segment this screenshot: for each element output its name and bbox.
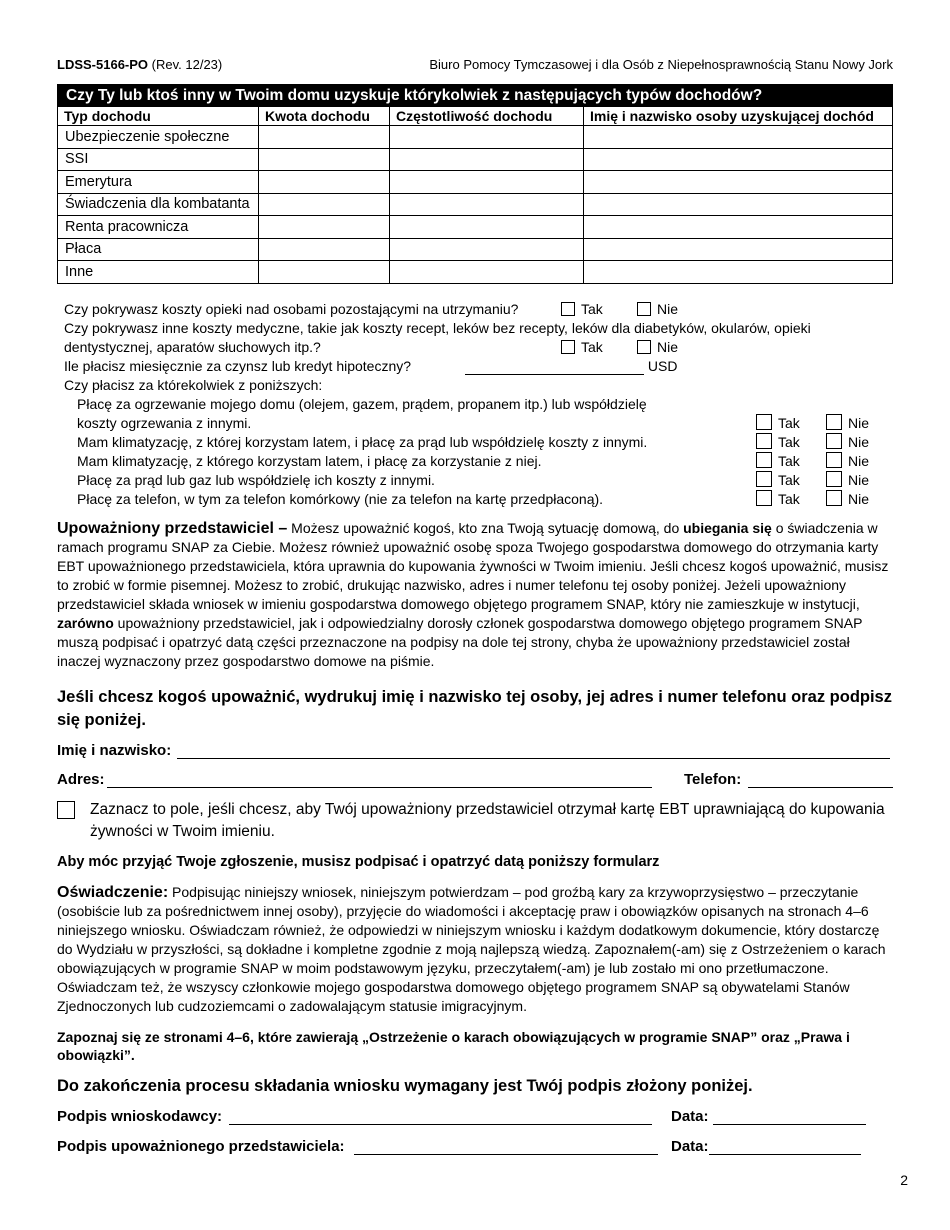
q-medical-line1: Czy pokrywasz inne koszty medyczne, takie jak koszty recept, leków bez recepty, leków dla diabetyków, okularów, opieki: [64, 320, 811, 336]
table-row: [58, 126, 893, 149]
heating-no[interactable]: [826, 414, 869, 432]
agency-name: Biuro Pomocy Tymczasowej i dla Osób z Niepełnosprawnością Stanu Nowy Jork: [429, 57, 893, 72]
ac-share-yes[interactable]: [756, 433, 800, 451]
applicant-signature-input[interactable]: [229, 1107, 652, 1125]
dependent-care-yes[interactable]: [561, 300, 603, 318]
amount-cell[interactable]: [259, 238, 390, 261]
review-note: Zapoznaj się ze stronami 4–6, które zawierają „Ostrzeżenie o karach obowiązujących w programie SNAP” oraz „Prawa i obowiązki”.: [57, 1029, 850, 1063]
ac-pay-no[interactable]: [826, 452, 869, 470]
amount-cell[interactable]: [259, 171, 390, 194]
q-heating-line1: Płacę za ogrzewanie mojego domu (olejem, gazem, prądem, propanem itp.) lub współdzielę: [77, 396, 647, 412]
income-type-cell: Inne: [58, 261, 259, 284]
checkbox[interactable]: [561, 340, 575, 354]
yes-label: Tak: [581, 339, 603, 355]
checkbox[interactable]: [756, 433, 772, 449]
income-table: [57, 84, 893, 284]
recipient-cell[interactable]: [584, 238, 893, 261]
q-heating-line2: koszty ogrzewania z innymi.: [77, 415, 252, 431]
declaration-text: Podpisując niniejszy wniosek, niniejszym potwierdzam – pod groźbą kary za krzywoprzysięstwo – przeczytanie (osobiście lub za pośrednictwem innej osoby), przyjęcie do wiadomości i akceptację praw i obowiązków opisanych na stronach 4–6 niniejszego wniosku. Oświadczam również, że odpowiedzi w niniejszym wniosku i każdym dodatkowym dokumencie, który dostarczę do Wydziału w przyszłości, są dokładne i kompletne zgodnie z moją najlepszą wiedzą. Zapoznałem(-am) się z Ostrzeżeniem o karach obowiązujących w programie SNAP w moim podstawowym języku, przeczytałem(-am) je lub zostało mi ono przetłumaczone. Oświadczam też, że wszyscy członkowie mojego gospodarstwa domowego objętego programem SNAP są obywatelami Stanów Zjednoczonych lub cudzoziemcami o zadowalającym statusie imigracyjnym.: [57, 884, 886, 1014]
declaration-paragraph: [57, 883, 895, 1016]
yes-label: Tak: [581, 301, 603, 317]
amount-cell[interactable]: [259, 216, 390, 239]
phone-no[interactable]: [826, 490, 869, 508]
table-row: [58, 171, 893, 194]
col-income-recipient: Imię i nazwisko osoby uzyskującej dochód: [584, 107, 893, 126]
rep-signature-label: Podpis upoważnionego przedstawiciela:: [57, 1138, 345, 1155]
medical-yes[interactable]: [561, 338, 603, 356]
table-row: [58, 261, 893, 284]
rep-signature-input[interactable]: [354, 1137, 658, 1155]
amount-cell[interactable]: [259, 193, 390, 216]
currency-label: USD: [647, 358, 678, 374]
form-revision: (Rev. 12/23): [151, 57, 223, 72]
rep-address-input[interactable]: [107, 770, 652, 788]
table-row: [58, 193, 893, 216]
signature-required: Do zakończenia procesu składania wniosku wymagany jest Twój podpis złożony poniżej.: [57, 1077, 753, 1095]
q-dependent-care: Czy pokrywasz koszty opieki nad osobami pozostającymi na utrzymaniu?: [64, 301, 519, 317]
no-label: Nie: [848, 472, 870, 488]
income-type-cell: Płaca: [58, 238, 259, 261]
phone-yes[interactable]: [756, 490, 800, 508]
yes-label: Tak: [778, 415, 800, 431]
amount-cell[interactable]: [259, 261, 390, 284]
applicant-date-input[interactable]: [713, 1107, 866, 1125]
page-number: 2: [900, 1172, 908, 1188]
rep-text-a: Możesz upoważnić kogoś, kto zna Twoją sytuację domową, do: [287, 520, 684, 536]
col-income-amount: Kwota dochodu: [259, 107, 390, 126]
q-rent: Ile płacisz miesięcznie za czynsz lub kredyt hipoteczny?: [64, 358, 412, 374]
applicant-signature-label: Podpis wnioskodawcy:: [57, 1108, 223, 1125]
rep-date-label: Data:: [671, 1138, 709, 1155]
checkbox[interactable]: [826, 471, 842, 487]
table-row: [58, 148, 893, 171]
frequency-cell[interactable]: [390, 261, 584, 284]
income-type-cell: Emerytura: [58, 171, 259, 194]
recipient-cell[interactable]: [584, 193, 893, 216]
checkbox[interactable]: [637, 302, 651, 316]
checkbox[interactable]: [826, 490, 842, 506]
q-power-gas: Płacę za prąd lub gaz lub współdzielę ich koszty z innymi.: [77, 472, 435, 488]
checkbox[interactable]: [756, 490, 772, 506]
recipient-cell[interactable]: [584, 148, 893, 171]
frequency-cell[interactable]: [390, 238, 584, 261]
applicant-date-label: Data:: [671, 1108, 709, 1125]
form-code: LDSS-5166-PO: [57, 57, 149, 72]
checkbox[interactable]: [826, 433, 842, 449]
power-gas-no[interactable]: [826, 471, 869, 489]
no-label: Nie: [657, 339, 679, 355]
recipient-cell[interactable]: [584, 216, 893, 239]
ebt-card-checkbox[interactable]: [57, 801, 75, 819]
checkbox[interactable]: [826, 452, 842, 468]
sign-notice: Aby móc przyjąć Twoje zgłoszenie, musisz podpisać i opatrzyć datą poniższy formularz: [57, 854, 660, 870]
table-row: [58, 216, 893, 239]
yes-label: Tak: [778, 434, 800, 450]
dependent-care-no[interactable]: [637, 300, 678, 318]
rep-text-c: upoważniony przedstawiciel, jak i odpowiedzialny dorosły członek gospodarstwa domowego objętego programem SNAP muszą podpisać i opatrzyć datą części przeznaczone na podpisy na dole tej strony, chyba że upoważniony przedstawiciel został inaczej wyznaczony przez gospodarstwo domowe na piśmie.: [57, 615, 863, 669]
rep-name-label: Imię i nazwisko:: [57, 742, 172, 759]
declaration-title: Oświadczenie:: [57, 884, 169, 901]
q-utilities-intro: Czy płacisz za którekolwiek z poniższych:: [64, 377, 323, 393]
power-gas-yes[interactable]: [756, 471, 800, 489]
rep-bold-a: ubiegania się: [683, 520, 772, 536]
income-type-cell: Świadczenia dla kombatanta: [58, 193, 259, 216]
ebt-card-text: Zaznacz to pole, jeśli chcesz, aby Twój upoważniony przedstawiciel otrzymał kartę EBT uprawniającą do kupowania żywności w Twoim imieniu.: [90, 801, 885, 840]
no-label: Nie: [848, 491, 870, 507]
no-label: Nie: [657, 301, 679, 317]
medical-no[interactable]: [637, 338, 678, 356]
authorized-rep-title: Upoważniony przedstawiciel –: [57, 520, 288, 537]
frequency-cell[interactable]: [390, 216, 584, 239]
checkbox[interactable]: [756, 471, 772, 487]
rep-date-input[interactable]: [709, 1137, 861, 1155]
form-id: [57, 57, 222, 72]
rep-address-label: Adres:: [57, 771, 105, 788]
q-medical-line2: dentystycznej, aparatów słuchowych itp.?: [64, 339, 321, 355]
q-ac-share: Mam klimatyzację, z której korzystam latem, i płacę za prąd lub współdzielę koszty z innymi.: [77, 434, 648, 450]
frequency-cell[interactable]: [390, 148, 584, 171]
frequency-cell[interactable]: [390, 126, 584, 149]
checkbox[interactable]: [826, 414, 842, 430]
yes-label: Tak: [778, 453, 800, 469]
authorized-rep-paragraph: [57, 519, 895, 671]
rep-phone-input[interactable]: [748, 770, 893, 788]
rep-bold-b: zarówno: [57, 615, 114, 631]
rep-name-input[interactable]: [177, 741, 890, 759]
recipient-cell[interactable]: [584, 171, 893, 194]
rent-input-line[interactable]: [465, 360, 644, 375]
income-type-cell: Ubezpieczenie społeczne: [58, 126, 259, 149]
income-type-cell: SSI: [58, 148, 259, 171]
rep-text-b: o świadczenia w ramach programu SNAP za Ciebie. Możesz również upoważnić osobę spoza Twojego gospodarstwa domowego do otrzymania karty EBT upoważnionego przedstawiciela, która uprawnia do kupowania żywności w Twoim imieniu. Jeśli chcesz kogoś upoważnić, musisz to zrobić w formie pisemnej. Możesz to zrobić, drukując nazwisko, adres i numer telefonu tej osoby poniżej. Jeżeli upoważniony przedstawiciel składa wniosek w imieniu gospodarstwa domowego objętego programem SNAP, który nie zamieszkuje w instytucji,: [57, 520, 889, 612]
recipient-cell[interactable]: [584, 261, 893, 284]
rent-field[interactable]: [465, 357, 677, 375]
rep-instruction: Jeśli chcesz kogoś upoważnić, wydrukuj imię i nazwisko tej osoby, jej adres i numer telefonu oraz podpisz się poniżej.: [57, 688, 892, 729]
checkbox[interactable]: [756, 452, 772, 468]
ac-share-no[interactable]: [826, 433, 869, 451]
income-table-banner: Czy Ty lub ktoś inny w Twoim domu uzyskuje którykolwiek z następujących typów dochodów?: [58, 85, 893, 107]
yes-label: Tak: [778, 472, 800, 488]
col-income-type: Typ dochodu: [58, 107, 259, 126]
rep-phone-label: Telefon:: [684, 771, 742, 788]
amount-cell[interactable]: [259, 126, 390, 149]
checkbox[interactable]: [561, 302, 575, 316]
income-type-cell: Renta pracownicza: [58, 216, 259, 239]
checkbox[interactable]: [637, 340, 651, 354]
heating-yes[interactable]: [756, 414, 800, 432]
amount-cell[interactable]: [259, 148, 390, 171]
no-label: Nie: [848, 434, 870, 450]
recipient-cell[interactable]: [584, 126, 893, 149]
ac-pay-yes[interactable]: [756, 452, 800, 470]
yes-label: Tak: [778, 491, 800, 507]
q-phone: Płacę za telefon, w tym za telefon komórkowy (nie za telefon na kartę przedpłaconą).: [77, 491, 604, 507]
frequency-cell[interactable]: [390, 193, 584, 216]
no-label: Nie: [848, 453, 870, 469]
frequency-cell[interactable]: [390, 171, 584, 194]
table-row: [58, 238, 893, 261]
q-ac-pay: Mam klimatyzację, z którego korzystam latem, i płacę za korzystanie z niej.: [77, 453, 542, 469]
checkbox[interactable]: [756, 414, 772, 430]
no-label: Nie: [848, 415, 870, 431]
col-income-frequency: Częstotliwość dochodu: [390, 107, 584, 126]
